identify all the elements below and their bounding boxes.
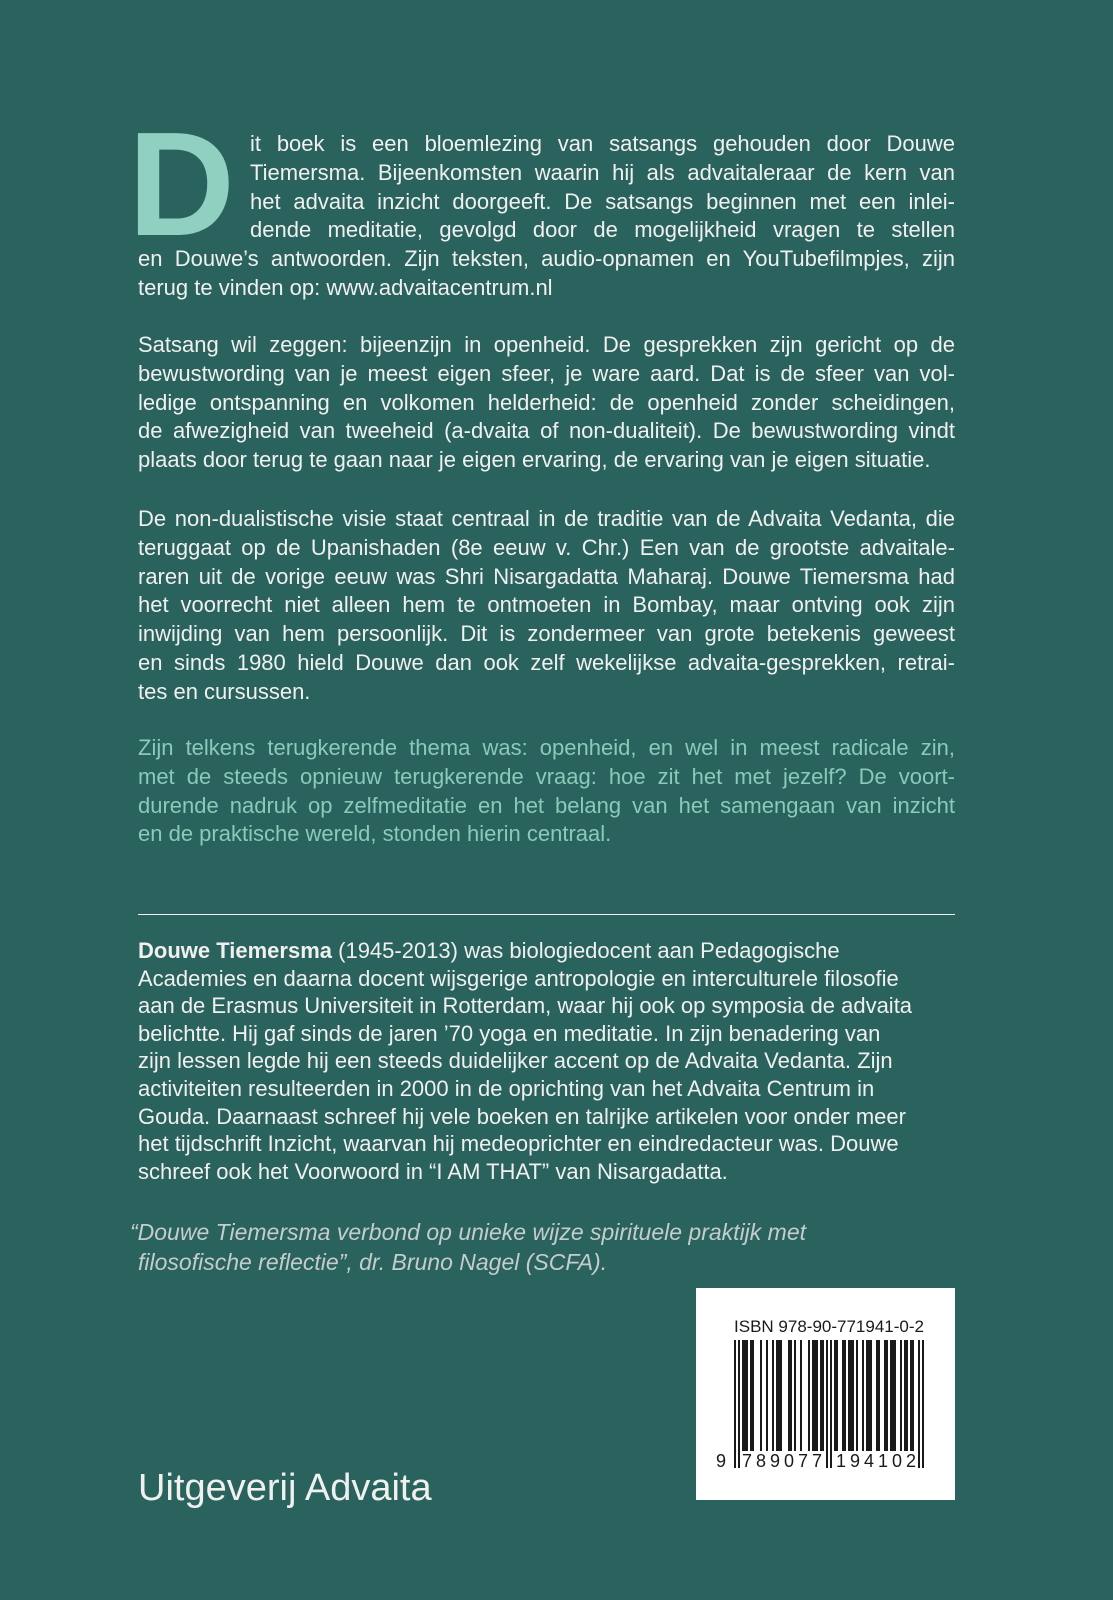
- text-line: ledige ontspanning en volkomen helderheid: de openheid zonder scheidingen,: [138, 389, 955, 415]
- review-quote: [130, 1217, 955, 1277]
- barcode-bar: [884, 1340, 888, 1451]
- barcode-bar: [812, 1340, 818, 1451]
- intro-paragraph: [138, 130, 955, 303]
- barcode-bar: [788, 1340, 792, 1451]
- text-line: “Douwe Tiemersma verbond op unieke wijze spirituele praktijk met: [130, 1219, 807, 1245]
- text-line: het tijdschrift Inzicht, waarvan hij medeoprichter en eindredacteur was. Douwe: [138, 1131, 899, 1157]
- text-line: aan de Erasmus Universiteit in Rotterdam, waar hij ook op symposia de advaita: [138, 993, 913, 1019]
- text-line: schreef ook het Voorwoord in “I AM THAT” van Nisargadatta.: [138, 1158, 728, 1184]
- isbn-text: ISBN 978-90-771941-0-2: [734, 1317, 924, 1336]
- barcode-bar: [760, 1340, 762, 1451]
- barcode-guard-bar: [734, 1340, 736, 1468]
- barcode-guard-bar: [918, 1340, 920, 1468]
- text-line: plaats door terug te gaan naar je eigen ervaring, de ervaring van je eigen situatie.: [138, 447, 931, 473]
- barcode-bar: [742, 1340, 748, 1451]
- barcode-bar: [750, 1340, 754, 1451]
- barcode-bar: [904, 1340, 908, 1451]
- text-line: durende nadruk op zelfmeditatie en het belang van het samengaan van inzicht: [138, 792, 955, 818]
- text-line: Tiemersma. Bijeenkomsten waarin hij als advaitaleraar de kern van: [250, 159, 955, 185]
- text-line: Academies en daarna docent wijsgerige antropologie en interculturele filosofie: [138, 965, 899, 991]
- barcode-bar: [900, 1340, 902, 1451]
- text-line: filosofische reflectie”, dr. Bruno Nagel (SCFA).: [138, 1249, 608, 1275]
- barcode-bar: [842, 1340, 846, 1451]
- theme-paragraph: [138, 734, 955, 849]
- barcode-bar: [890, 1340, 896, 1451]
- barcode-bar: [866, 1340, 872, 1451]
- barcode-guard-bar: [738, 1340, 740, 1468]
- text-line: en sinds 1980 hield Douwe dan ook zelf wekelijkse advaita-gesprekken, retrai-: [138, 649, 955, 675]
- text-line: raren uit de vorige eeuw was Shri Nisargadatta Maharaj. Douwe Tiemersma had: [138, 563, 955, 589]
- text-line: het advaita inzicht doorgeeft. De satsangs beginnen met een inlei-: [250, 188, 955, 214]
- barcode-bar: [910, 1340, 914, 1451]
- barcode-bar: [862, 1340, 864, 1451]
- author-bio: [138, 937, 955, 1185]
- text-line: [138, 937, 955, 965]
- barcode-right-digits: 194102: [836, 1451, 921, 1471]
- text-line: tes en cursussen.: [138, 678, 311, 704]
- text-line: Gouda. Daarnaast schreef hij vele boeken en talrijke artikelen voor onder meer: [138, 1103, 906, 1129]
- publisher-name: Uitgeverij Advaita: [138, 1467, 432, 1509]
- tradition-paragraph: [138, 505, 955, 707]
- text-line: belichtte. Hij gaf sinds de jaren ’70 yoga en meditatie. In zijn benadering van: [138, 1020, 881, 1046]
- barcode-bar: [794, 1340, 796, 1451]
- text-line: en de praktische wereld, stonden hierin centraal.: [138, 821, 612, 847]
- drop-cap: D: [128, 102, 235, 267]
- barcode-guard-bar: [826, 1340, 828, 1468]
- barcode-label: [696, 1288, 955, 1500]
- text-line: Zijn telkens terugkerende thema was: openheid, en wel in meest radicale zin,: [138, 735, 955, 760]
- barcode-left-digits: 789077: [742, 1451, 827, 1471]
- barcode-first-digit: 9: [716, 1451, 727, 1471]
- barcode-bar: [772, 1340, 774, 1451]
- barcode-bar: [766, 1340, 768, 1451]
- text-line: met de steeds opnieuw terugkerende vraag: hoe zit het met jezelf? De voort-: [138, 763, 955, 789]
- author-name: Douwe Tiemersma: [138, 938, 333, 963]
- barcode-bar: [820, 1340, 824, 1451]
- barcode-bar: [834, 1340, 838, 1451]
- barcode-guard-bar: [830, 1340, 832, 1468]
- text-line: het voorrecht niet alleen hem te ontmoeten in Bombay, maar ontving ook zijn: [138, 592, 955, 618]
- text-line: activiteiten resulteerden in 2000 in de oprichting van het Advaita Centrum in: [138, 1075, 875, 1101]
- text-line: zijn lessen legde hij een steeds duidelijker accent op de Advaita Vedanta. Zijn: [138, 1048, 893, 1074]
- barcode-bar: [808, 1340, 810, 1451]
- barcode-bar: [856, 1340, 858, 1451]
- text-line: De non-dualistische visie staat centraal in de traditie van de Advaita Vedanta, die: [138, 506, 955, 531]
- text-line: dende meditatie, gevolgd door de mogelijkheid vragen te stellen: [250, 217, 955, 243]
- text-line: terug te vinden op: www.advaitacentrum.nl: [138, 274, 553, 300]
- barcode-bar: [876, 1340, 880, 1451]
- text-line: inwijding van hem persoonlijk. Dit is zondermeer van grote betekenis geweest: [138, 621, 955, 647]
- barcode-bar: [848, 1340, 854, 1451]
- divider-rule: [138, 914, 955, 915]
- text-line: teruggaat op de Upanishaden (8e eeuw v. Chr.) Een van de grootste advaitale-: [138, 534, 955, 560]
- text-line: en Douwe’s antwoorden. Zijn teksten, audio-opnamen en YouTubefilmpjes, zijn: [138, 246, 955, 272]
- text-line: de afwezigheid van tweeheid (a-dvaita of non-dualiteit). De bewustwording vindt: [138, 418, 955, 444]
- barcode-bar: [800, 1340, 802, 1451]
- author-bio-text: (1945-2013) was biologiedocent aan Pedagogische: [332, 938, 840, 963]
- barcode-bar: [776, 1340, 782, 1451]
- text-line: it boek is een bloemlezing van satsangs gehouden door Douwe: [250, 131, 955, 156]
- satsang-paragraph: [138, 331, 955, 475]
- barcode-guard-bar: [922, 1340, 924, 1468]
- text-line: bewustwording van je meest eigen sfeer, je ware aard. Dat is de sfeer van vol-: [138, 360, 955, 386]
- text-line: Satsang wil zeggen: bijeenzijn in openheid. De gesprekken zijn gericht op de: [138, 332, 955, 357]
